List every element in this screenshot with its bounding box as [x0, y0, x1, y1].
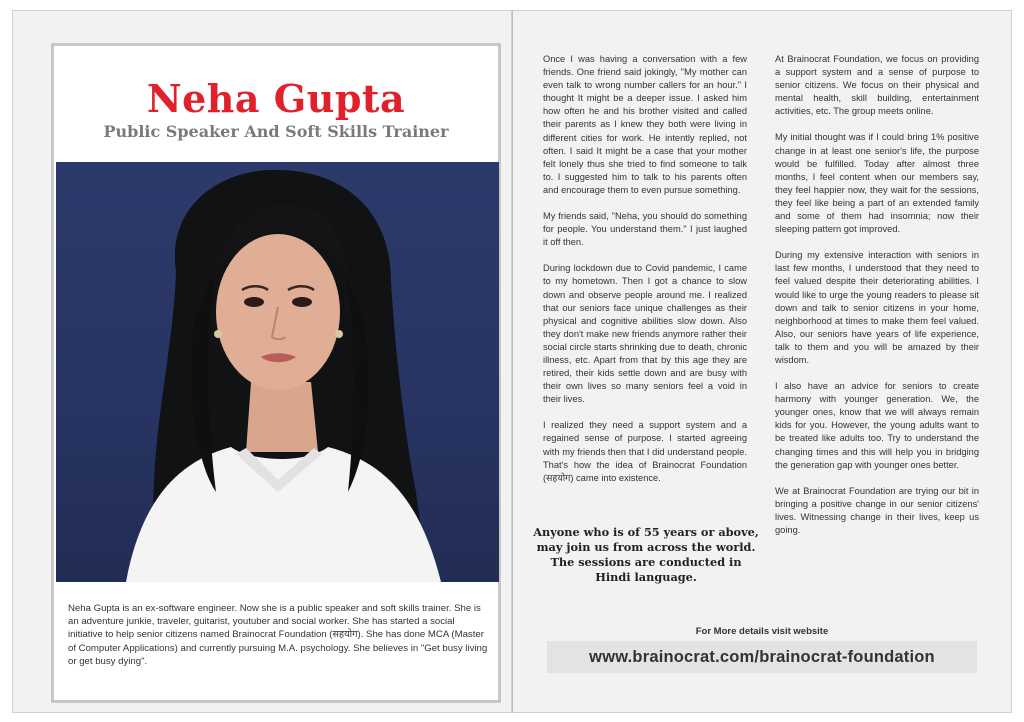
right-page [512, 10, 1012, 713]
portrait-photo [56, 162, 499, 582]
article-column-1 [543, 53, 747, 498]
profile-name: Neha Gupta [146, 76, 406, 121]
article-paragraph: During lockdown due to Covid pandemic, I came to my hometown. Then I got a chance to slow down and observe people around me. I realized that our seniors face unique challenges as their physical and cognitive abilities slow down. Also they don't make new friends anymore rather their social circle starts shrinking due to death, chronic illness, etc. Apart from that by this age they are retired, their kids settle down and are busy with their own lives so many seniors feel a void in their lives. [543, 263, 747, 405]
article-paragraph: My friends said, "Neha, you should do something for people. You understand them." I just laughed it off then. [543, 211, 747, 248]
article-column-2 [775, 53, 979, 550]
article-paragraph: We at Brainocrat Foundation are trying our bit in bringing a positive change in our senior citizens' lives. Witnessing change in their lives, keep us going. [775, 485, 979, 535]
profile-card [51, 43, 501, 703]
article-paragraph: I also have an advice for seniors to create harmony with younger generation. We, the younger ones, know that we will always remain kids for you. However, the young adults want to be treated like adults too. Try to understand the changing times and this will help you in bridging the generation gap with younger ones better. [775, 381, 979, 470]
profile-bio: Neha Gupta is an ex-software engineer. Now she is a public speaker and soft skills trainer. She is an adventure junkie, traveler, guitarist, youtuber and social worker. She has started a social initiative to help senior citizens named Brainocrat Foundation (सहयोग). She has done MCA (Master of Computer Applications) and currently pursuing M.A. psychology. She believes in "Get busy living or get busy dying". [68, 603, 488, 667]
article-paragraph: During my extensive interaction with seniors in last few months, I understood that they need to feel valued despite their deteriorating abilities. I would like to urge the young readers to please sit down and talk to senior citizens in your home, neighborhood at times to make them feel valued. Also, our seniors have years of life experience, talk to them and you will be amazed by their wisdom. [775, 250, 979, 365]
article-paragraph: My initial thought was if I could bring 1% positive change in at least one senior's life, the purpose would be fulfilled. Today after almost three months, I feel content when our members say, they feel happier now, they wait for the sessions, they feel like being a part of an extended family and some of them had insomnia; now their sleeping pattern got improved. [775, 132, 979, 235]
left-page [12, 10, 512, 713]
profile-role: Public Speaker And Soft Skills Trainer [103, 122, 449, 141]
more-details-label: For More details visit website [695, 626, 829, 637]
membership-callout: Anyone who is of 55 years or above, may join us from across the world. The sessions are conducted in Hindi language. [533, 525, 759, 584]
article-paragraph: At Brainocrat Foundation, we focus on providing a support system and a sense of purpose to senior citizens. We focus on their physical and mental health, skill building, entertainment activities, etc. The group meets online. [775, 54, 979, 117]
website-link[interactable]: www.brainocrat.com/brainocrat-foundation [547, 641, 977, 673]
article-paragraph: Once I was having a conversation with a few friends. One friend said jokingly, "My mother can even talk to wrong number callers for an hour." I thought It might be a deeper issue. I asked him how often he and his brother visited and called their parents as I knew they both were living in different cities for work. He intently replied, not often. I said It might be a case that your mother felt lonely thus she tried to find someone to talk to. I suggested him to talk to his parents often and encourage them to even pursue something. [543, 54, 747, 195]
portrait-illustration [56, 162, 499, 582]
article-paragraph: I realized they need a support system and a regained sense of purpose. I started agreeing with my friends then that I did understand people. That's how the idea of Brainocrat Foundation (सहयोग) came into existence. [543, 420, 747, 483]
